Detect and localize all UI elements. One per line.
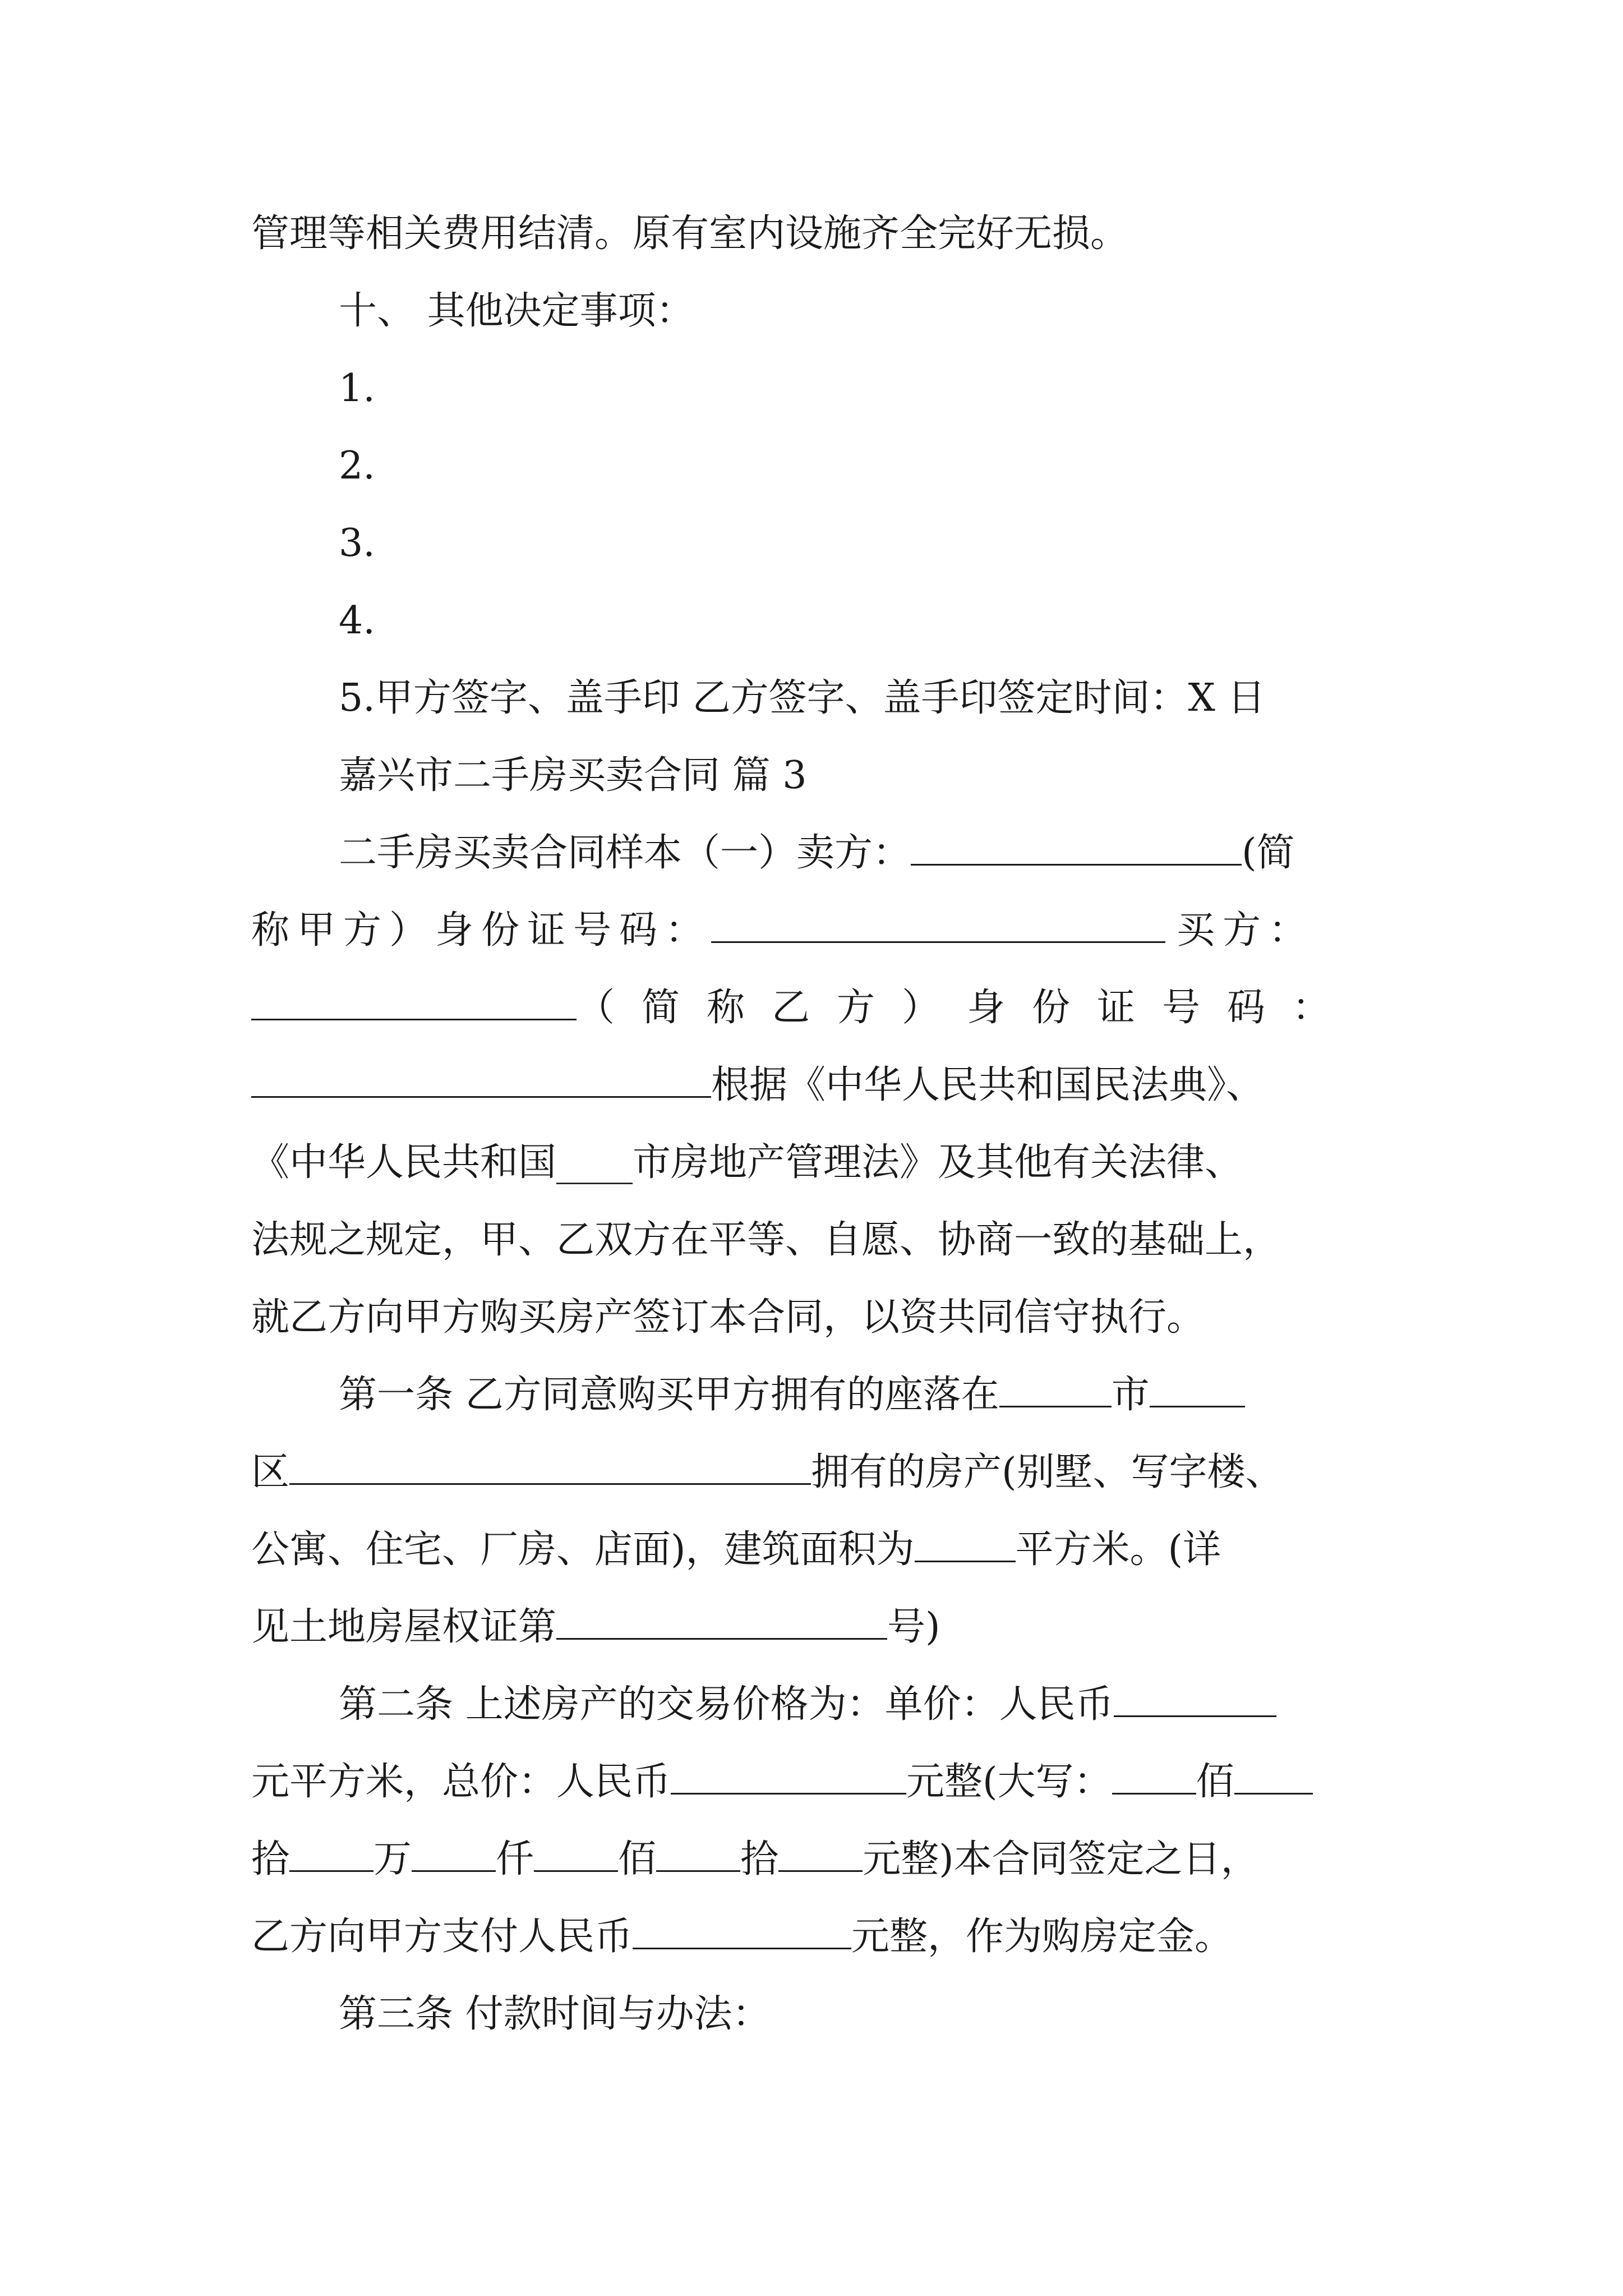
text-segment: 元整，作为购房定金。 (851, 1915, 1233, 1959)
text-segment: 区 (251, 1450, 290, 1494)
fill-blank (999, 1372, 1112, 1407)
text-line (251, 905, 1380, 956)
fill-blank (671, 1759, 906, 1795)
text-line (339, 1370, 1380, 1420)
text-segment: 佰 (618, 1837, 657, 1881)
list-item: 3. (339, 521, 375, 565)
text-line (339, 828, 1380, 878)
fill-blank (915, 1527, 1016, 1562)
text-line: 法规之规定，甲、乙双方在平等、自愿、协商一致的基础上， (251, 1218, 1281, 1262)
text-line (339, 1680, 1380, 1730)
text-segment: 拾 (251, 1837, 290, 1881)
text-segment: 市 (1111, 1373, 1150, 1417)
text-segment: 拾 (740, 1837, 779, 1881)
fill-blank (556, 1604, 887, 1640)
text-segment: 号) (887, 1605, 940, 1649)
fill-blank (251, 985, 577, 1020)
fill-blank (656, 1837, 740, 1872)
text-segment: 仟 (496, 1837, 534, 1881)
fill-blank (633, 1914, 851, 1949)
text-segment: 拥有的房产(别墅、写字楼、 (811, 1450, 1284, 1494)
text-line: 就乙方向甲方购买房产签订本合同，以资共同信守执行。 (251, 1295, 1205, 1340)
text-segment: 万 (374, 1837, 412, 1881)
article-title: 嘉兴市二手房买卖合同 篇 3 (339, 753, 807, 798)
text-segment: 公寓、住宅、厂房、店面)，建筑面积为 (251, 1527, 915, 1572)
fill-blank (251, 1062, 711, 1098)
fill-blank (778, 1837, 863, 1872)
text-line (251, 1834, 1380, 1885)
text-segment: 见土地房屋权证第 (251, 1605, 557, 1649)
text-line (251, 1912, 1380, 1962)
text-segment: 元整)本合同签定之日， (863, 1837, 1259, 1881)
fill-blank (1114, 1682, 1276, 1717)
text-segment: （简称乙方）身份证号码： (577, 986, 1358, 1030)
list-item: 2. (339, 444, 375, 488)
fill-blank (1234, 1759, 1313, 1795)
text-line (251, 1525, 1380, 1575)
text-segment: 第一条 乙方同意购买甲方拥有的座落在 (339, 1373, 999, 1417)
text-segment: (简 (1242, 831, 1295, 875)
text-segment: 乙方向甲方支付人民币 (251, 1915, 633, 1959)
fill-blank (534, 1837, 618, 1872)
fill-blank (1112, 1759, 1196, 1795)
text-line (251, 1447, 1380, 1498)
fill-blank (911, 830, 1242, 866)
fill-blank (711, 908, 1165, 943)
text-line (251, 1602, 1380, 1653)
text-segment: 买方： (1177, 908, 1315, 953)
text-line (251, 983, 1380, 1033)
text-segment: 第二条 上述房产的交易价格为：单价：人民币 (339, 1682, 1114, 1727)
text-segment: 根据《中华人民共和国民法典》、 (711, 1063, 1265, 1107)
text-line: 管理等相关费用结清。原有室内设施齐全完好无损。 (251, 211, 1129, 256)
text-segment: 二手房买卖合同样本（一）卖方： (339, 831, 911, 875)
list-item: 5.甲方签字、盖手印 乙方签字、盖手印签定时间：X 日 (339, 676, 1266, 720)
fill-blank (289, 1450, 811, 1485)
fill-blank (1150, 1372, 1245, 1407)
fill-blank (289, 1837, 374, 1872)
section-heading: 十、 其他决定事项： (339, 289, 694, 333)
text-segment: 平方米。(详 (1015, 1527, 1221, 1572)
text-line (251, 1757, 1380, 1807)
text-segment: 称甲方）身份证号码： (251, 908, 712, 953)
text-segment: 佰 (1196, 1760, 1234, 1804)
fill-blank (412, 1837, 496, 1872)
list-item: 1. (339, 366, 375, 411)
list-item: 4. (339, 599, 375, 643)
text-segment: 元平方米，总价：人民币 (251, 1760, 671, 1804)
text-line: 第三条 付款时间与办法： (339, 1992, 771, 2036)
text-line (251, 1060, 1380, 1111)
text-segment: 元整(大写： (906, 1760, 1112, 1804)
text-line: 《中华人民共和国____市房地产管理法》及其他有关法律、 (251, 1140, 1243, 1185)
